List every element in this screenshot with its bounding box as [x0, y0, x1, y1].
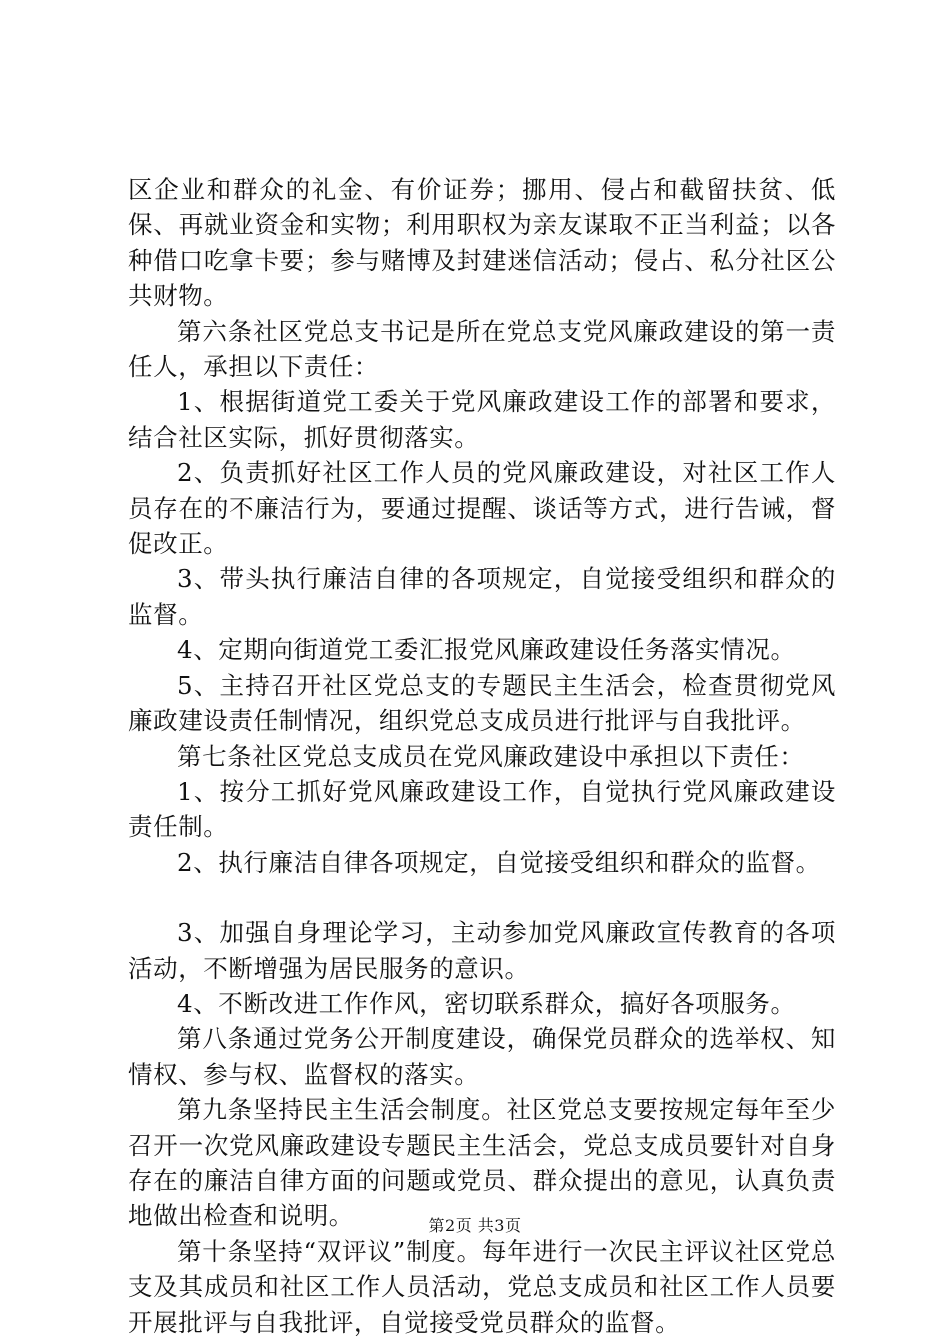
- article-7-item-3: 3、加强自身理论学习，主动参加党风廉政宣传教育的各项活动，不断增强为居民服务的意识。: [128, 918, 836, 983]
- page-number-label: 第2页 共3页: [428, 1216, 522, 1235]
- article-6-item-1: 1、根据街道党工委关于党风廉政建设工作的部署和要求，结合社区实际，抓好贯彻落实。: [128, 387, 836, 452]
- article-6-item-2: 2、负责抓好社区工作人员的党风廉政建设，对社区工作人员存在的不廉洁行为，要通过提醒、谈话等方式，进行告诫，督促改正。: [128, 458, 836, 559]
- article-6-item-4: 4、定期向街道党工委汇报党风廉政建设任务落实情况。: [177, 635, 796, 665]
- page-footer: [0, 1216, 950, 1236]
- paragraph-continuation: 区企业和群众的礼金、有价证券；挪用、侵占和截留扶贫、低保、再就业资金和实物；利用职权为亲友谋取不正当利益；以各种借口吃拿卡要；参与赌博及封建迷信活动；侵占、私分社区公共财物。: [128, 175, 836, 311]
- article-7-item-4: 4、不断改进工作作风，密切联系群众，搞好各项服务。: [177, 988, 796, 1018]
- document-body: [128, 172, 836, 1340]
- article-6-heading: 第六条社区党总支书记是所在党总支党风廉政建设的第一责任人，承担以下责任：: [128, 316, 836, 382]
- article-10: 第十条坚持“双评议”制度。每年进行一次民主评议社区党总支及其成员和社区工作人员活动，党总支成员和社区工作人员要开展批评与自我批评，自觉接受党员群众的监督。: [128, 1236, 836, 1337]
- article-6-item-3: 3、带头执行廉洁自律的各项规定，自觉接受组织和群众的监督。: [128, 564, 836, 629]
- article-7-item-1: 1、按分工抓好党风廉政建设工作，自觉执行党风廉政建设责任制。: [128, 776, 836, 842]
- article-6-item-5: 5、主持召开社区党总支的专题民主生活会，检查贯彻党风廉政建设责任制情况，组织党总支成员进行批评与自我批评。: [128, 670, 836, 736]
- article-7-item-2: 2、执行廉洁自律各项规定，自觉接受组织和群众的监督。: [177, 847, 821, 877]
- article-9: 第九条坚持民主生活会制度。社区党总支要按规定每年至少召开一次党风廉政建设专题民主生活会，党总支成员要针对自身存在的廉洁自律方面的问题或党员、群众提出的意见，认真负责地做出检查和说明。: [128, 1095, 836, 1231]
- article-8: 第八条通过党务公开制度建设，确保党员群众的选举权、知情权、参与权、监督权的落实。: [128, 1024, 836, 1089]
- article-7-heading: 第七条社区党总支成员在党风廉政建设中承担以下责任：: [177, 741, 805, 771]
